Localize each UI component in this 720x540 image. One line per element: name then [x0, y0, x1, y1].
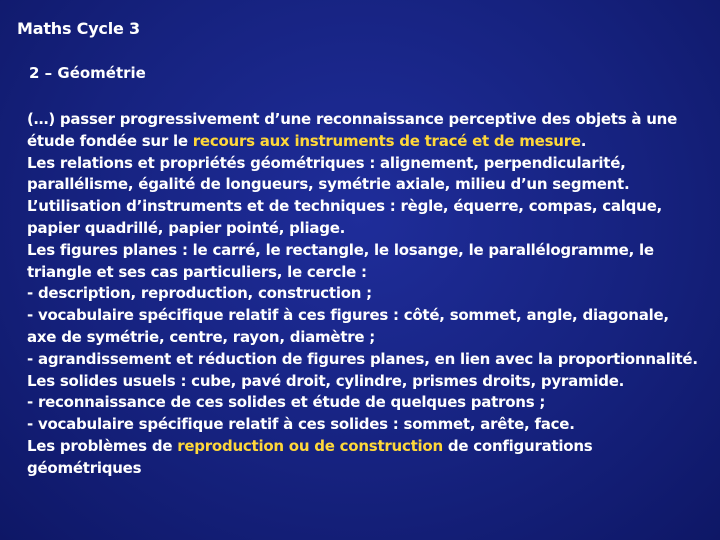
final-highlight: reproduction ou de construction: [177, 436, 443, 455]
final-text: Les problèmes de: [27, 436, 178, 455]
slide-title: Maths Cycle 3: [17, 19, 140, 38]
intro-highlight: recours aux instruments de tracé et de mesure: [192, 131, 581, 150]
intro-paragraph: [27, 109, 699, 153]
slide-body: [27, 109, 699, 480]
content-line: - vocabulaire spécifique relatif à ces solides : sommet, arête, face.: [27, 415, 575, 434]
content-line: Les figures planes : le carré, le rectangle, le losange, le parallélogramme, le triangle et ses cas particuliers, le cercle :: [27, 240, 654, 281]
final-text-end: de configurations géométriques: [27, 436, 593, 477]
content-line: - agrandissement et réduction de figures planes, en lien avec la proportionnalité.: [27, 349, 698, 368]
content-line: - reconnaissance de ces solides et étude de quelques patrons ;: [27, 393, 546, 412]
content-line: L’utilisation d’instruments et de techniques : règle, équerre, compas, calque, papier quadrillé, papier pointé, pliage.: [27, 197, 662, 237]
content-line: - description, reproduction, construction ;: [27, 284, 372, 303]
slide-subtitle: 2 – Géométrie: [29, 64, 146, 82]
content-line: Les solides usuels : cube, pavé droit, cylindre, prismes droits, pyramide.: [27, 371, 625, 390]
final-paragraph: [27, 436, 699, 480]
content-line: Les relations et propriétés géométriques : alignement, perpendicularité, parallélisme, égalité de longueurs, symétrie axiale, milieu d’un segment.: [27, 153, 630, 194]
content-line: - vocabulaire spécifique relatif à ces figures : côté, sommet, angle, diagonale, axe de symétrie, centre, rayon, diamètre ;: [27, 306, 669, 346]
intro-end: .: [580, 131, 587, 150]
intro-text: (…) passer progressivement d’une reconnaissance perceptive des objets à une étude fondée sur le: [27, 110, 677, 150]
